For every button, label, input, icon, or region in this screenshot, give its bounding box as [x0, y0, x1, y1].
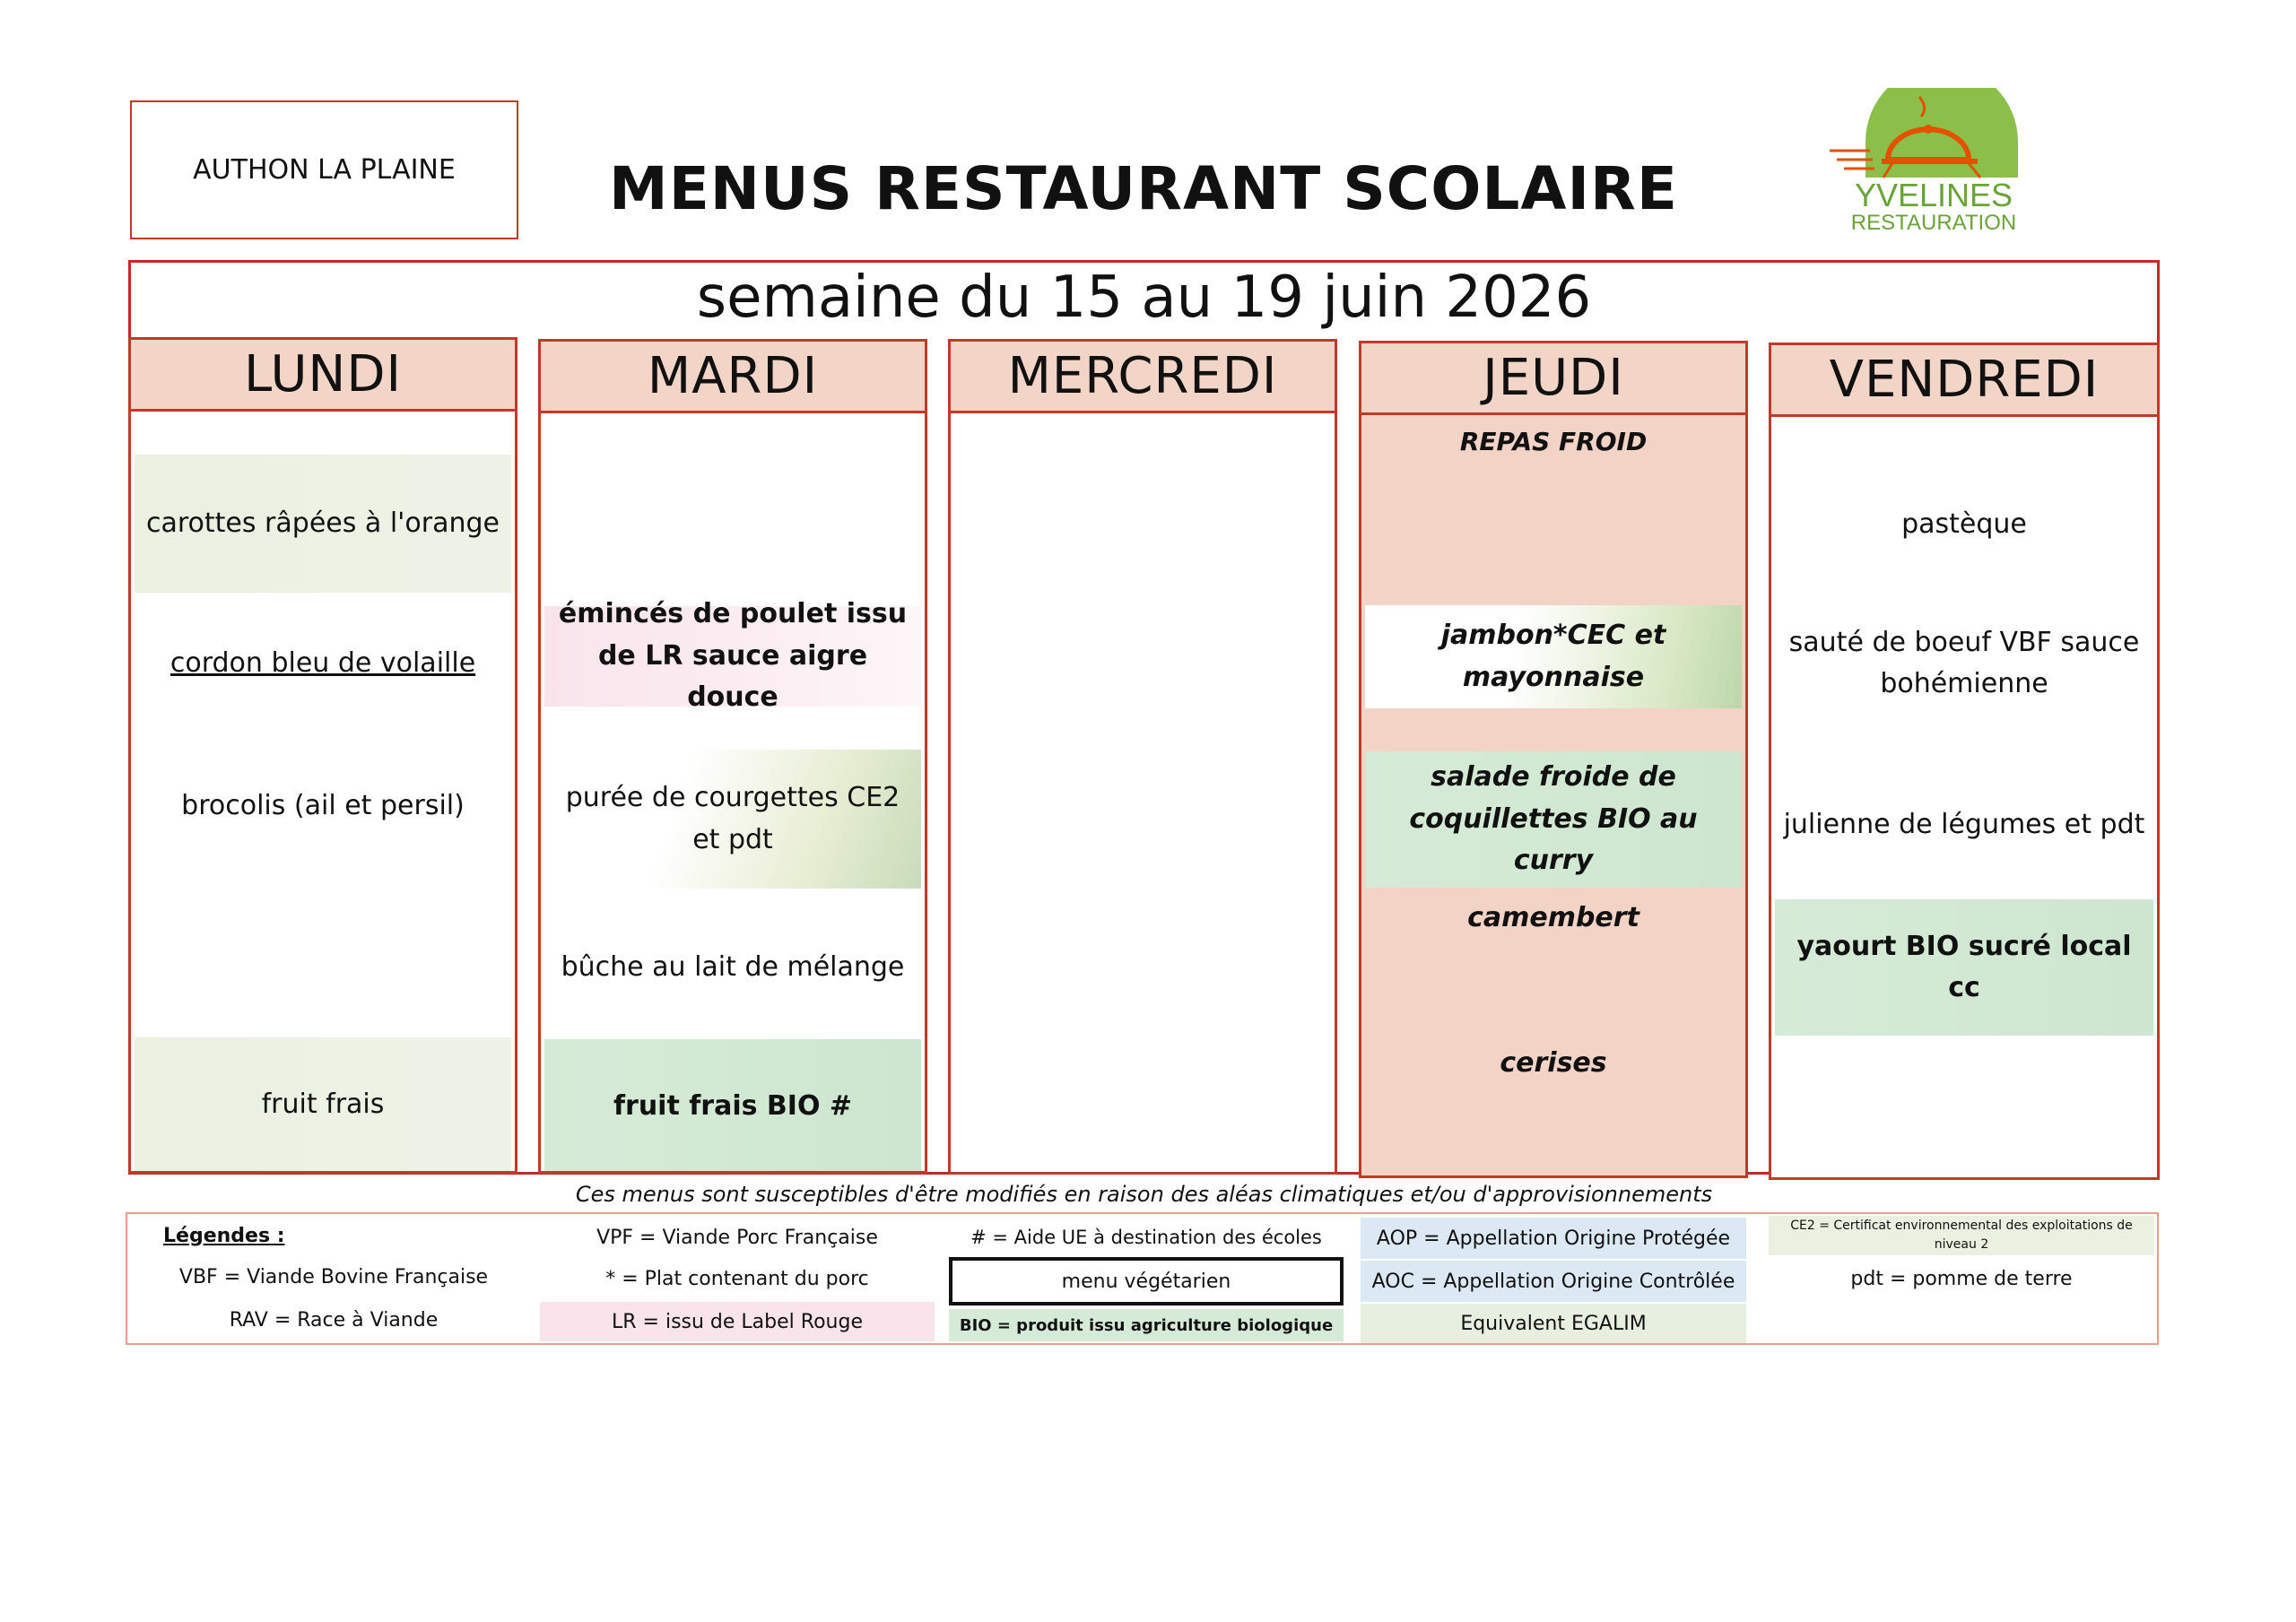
- day-header: MERCREDI: [951, 342, 1335, 413]
- disclaimer-note: Ces menus sont susceptibles d'être modifiés en raison des aléas climatiques et/ou d'approvisionnements: [575, 1182, 1713, 1207]
- menu-item: sauté de boeuf VBF sauce bohémienne: [1788, 626, 2140, 699]
- legend-lr: LR = issu de Label Rouge: [540, 1302, 935, 1341]
- menu-item: brocolis (ail et persil): [181, 789, 465, 821]
- chef-dome-icon: [1821, 88, 2045, 240]
- logo: [1821, 88, 2045, 240]
- legend-aop: AOP = Appellation Origine Protégée: [1361, 1218, 1746, 1259]
- menu-item: julienne de légumes et pdt: [1783, 808, 2145, 840]
- day-header: JEUDI: [1361, 343, 1745, 415]
- legend-bio: BIO = produit issu agriculture biologique: [949, 1309, 1344, 1341]
- menu-item: cordon bleu de volaille: [170, 646, 476, 679]
- school-name: AUTHON LA PLAINE: [130, 100, 518, 239]
- legend-aoc: AOC = Appellation Origine Contrôlée: [1361, 1261, 1746, 1302]
- menu-item: purée de courgettes CE2 et pdt: [544, 750, 921, 889]
- menu-item: pastèque: [1901, 507, 2027, 540]
- week-title: semaine du 15 au 19 juin 2026: [696, 265, 1592, 331]
- day-header: MARDI: [541, 342, 925, 413]
- legend-vpf: VPF = Viande Porc Française: [596, 1226, 878, 1249]
- legend-egalim: Equivalent EGALIM: [1361, 1304, 1746, 1343]
- menu-item: cerises: [1500, 1047, 1607, 1079]
- legend: [126, 1212, 2159, 1345]
- legend-vegetarian: menu végétarien: [949, 1257, 1344, 1305]
- day-column-mercredi: [948, 339, 1337, 1175]
- menu-item: camembert: [1467, 902, 1639, 933]
- legend-ce2: CE2 = Certificat environnemental des exploitations de niveau 2: [1769, 1216, 2154, 1255]
- legend-ue: # = Aide UE à destination des écoles: [970, 1227, 1322, 1248]
- logo-line2: RESTAURATION: [1850, 211, 2017, 235]
- menu-item: jambon*CEC et mayonnaise: [1365, 605, 1742, 708]
- logo-line1: YVELINES: [1854, 177, 2013, 213]
- menu-item: salade froide de coquillettes BIO au curry: [1365, 751, 1742, 888]
- menu-item: carottes râpées à l'orange: [135, 455, 511, 593]
- day-column-vendredi: [1769, 343, 2160, 1180]
- legend-rav: RAV = Race à Viande: [229, 1308, 439, 1331]
- menu-item: émincés de poulet issu de LR sauce aigre douce: [544, 606, 921, 707]
- day-column-lundi: [128, 337, 517, 1174]
- menu-item: bûche au lait de mélange: [561, 950, 905, 983]
- legend-vbf: VBF = Viande Bovine Française: [178, 1265, 489, 1288]
- day-column-jeudi: [1359, 341, 1748, 1178]
- menu-item: yaourt BIO sucré local cc: [1775, 899, 2153, 1036]
- day-column-mardi: [538, 339, 927, 1174]
- legend-porc: * = Plat contenant du porc: [605, 1267, 869, 1290]
- meal-type: REPAS FROID: [1459, 427, 1648, 457]
- page-title: MENUS RESTAURANT SCOLAIRE: [609, 154, 1678, 223]
- day-header: LUNDI: [131, 340, 515, 412]
- legend-title: Légendes :: [163, 1224, 285, 1247]
- legend-pdt: pdt = pomme de terre: [1850, 1267, 2073, 1290]
- menu-item: fruit frais BIO #: [544, 1039, 921, 1174]
- day-header: VENDREDI: [1771, 345, 2157, 417]
- menu-item: fruit frais: [135, 1037, 511, 1172]
